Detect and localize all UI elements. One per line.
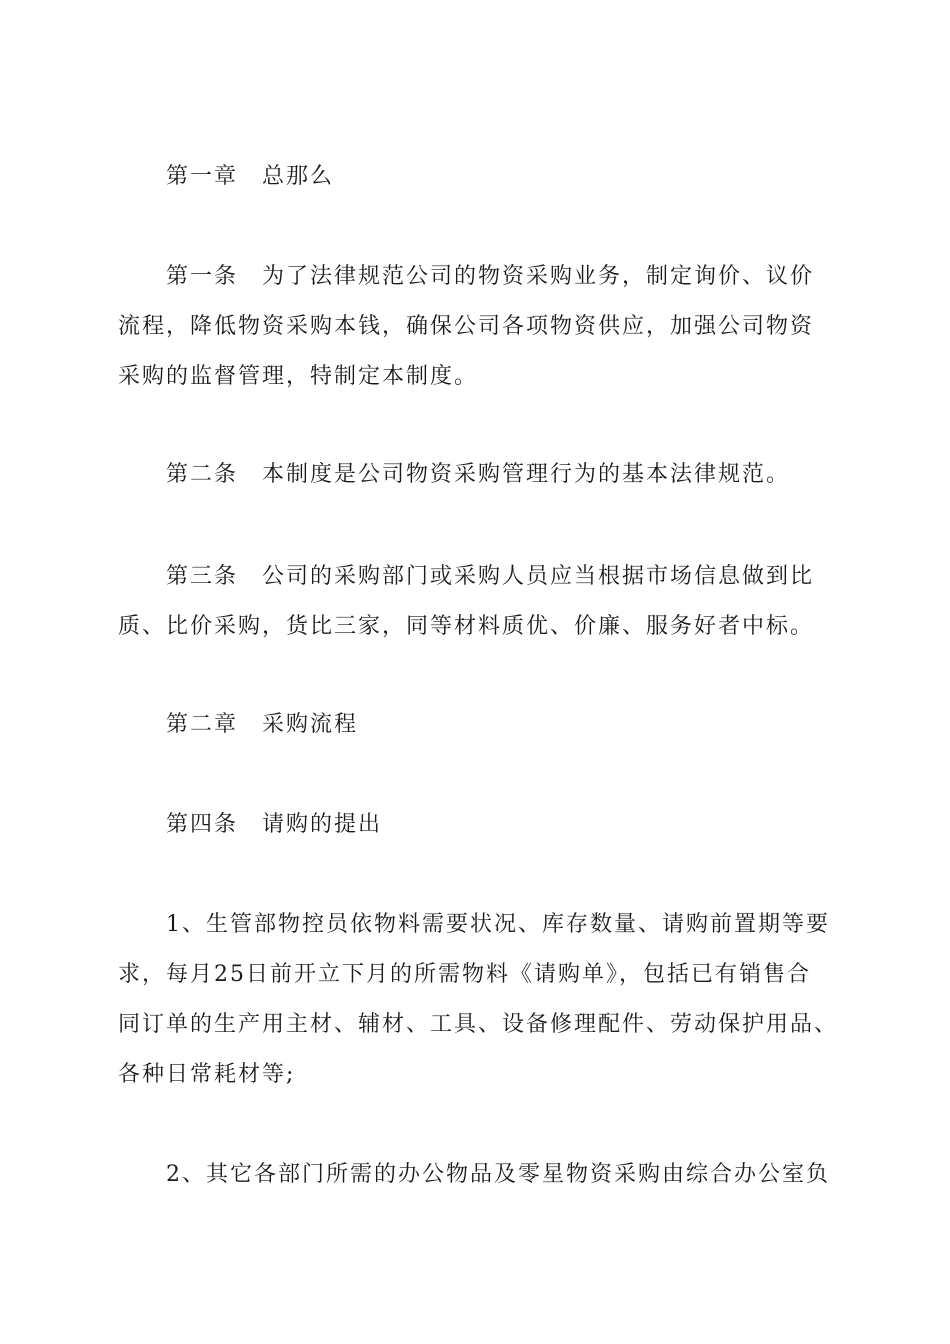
item-1-line-4: 各种日常耗材等; <box>118 1062 296 1087</box>
item-2-line-1: 2、其它各部门所需的办公物品及零星物资采购由综合办公室负 <box>166 1162 830 1187</box>
item-1-line-1: 1、生管部物控员依物料需要状况、库存数量、请购前置期等要 <box>166 912 830 937</box>
chapter-1-heading: 第一章 总那么 <box>166 164 335 189</box>
chapter-2-heading: 第二章 采购流程 <box>166 712 359 737</box>
item-1-line-3: 同订单的生产用主材、辅材、工具、设备修理配件、劳动保护用品、 <box>118 1012 839 1037</box>
item-1-line-2: 求，每月25日前开立下月的所需物料《请购单》，包括已有销售合 <box>118 962 811 987</box>
article-3-line-1: 第三条 公司的采购部门或采购人员应当根据市场信息做到比 <box>166 564 815 589</box>
article-3-line-2: 质、比价采购，货比三家，同等材料质优、价廉、服务好者中标。 <box>118 614 815 639</box>
article-2-line-1: 第二条 本制度是公司物资采购管理行为的基本法律规范。 <box>166 462 791 487</box>
article-1-line-1: 第一条 为了法律规范公司的物资采购业务，制定询价、议价 <box>166 264 815 289</box>
article-4-heading: 第四条 请购的提出 <box>166 812 383 837</box>
article-1-line-2: 流程，降低物资采购本钱，确保公司各项物资供应，加强公司物资 <box>118 314 815 339</box>
article-1-line-3: 采购的监督管理，特制定本制度。 <box>118 364 479 389</box>
